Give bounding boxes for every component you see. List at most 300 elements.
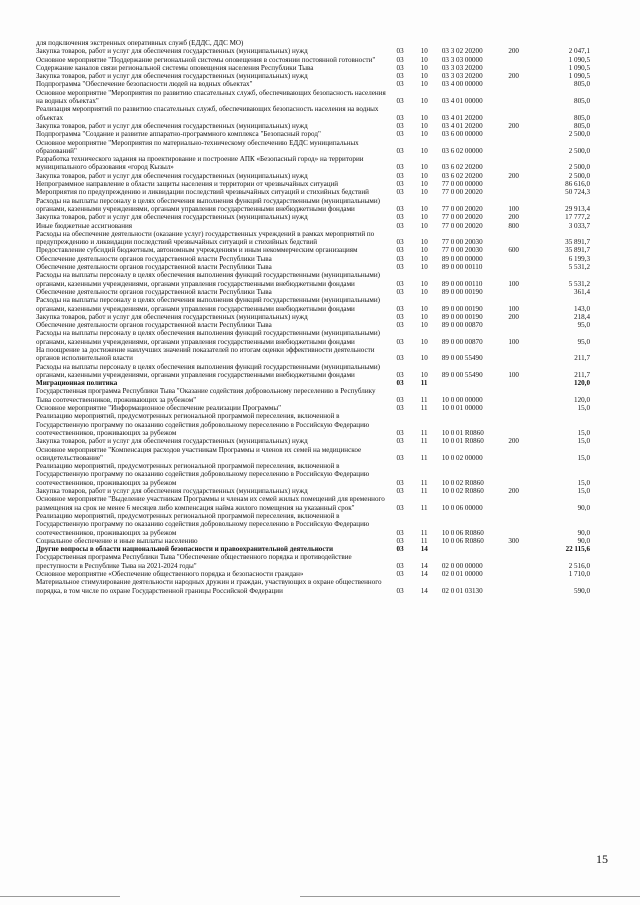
cell-rz: 03 — [396, 570, 404, 578]
cell-sum: 2 500,0 — [568, 171, 590, 180]
cell-sum: 361,4 — [574, 287, 590, 296]
table-row — [36, 197, 602, 214]
cell-cs: 03 6 02 20200 — [441, 171, 483, 180]
cell-cs: 89 0 00 00000 — [441, 254, 483, 263]
cell-pr: 10 — [420, 279, 428, 288]
cell-rz: 03 — [396, 171, 404, 180]
cell-vr — [508, 105, 538, 122]
cell-cs: 77 0 00 20030 — [441, 238, 483, 247]
cell-sum: 15,0 — [577, 404, 590, 413]
cell-cs: 03 4 01 20200 — [441, 121, 483, 130]
cell-pr: 10 — [420, 163, 428, 172]
cell-sum: 95,0 — [577, 337, 590, 346]
cell-pr: 10 — [420, 354, 428, 363]
cell-cs: 77 0 00 20020 — [441, 188, 483, 197]
cell-name: Расходы на выплаты персоналу в целях обеспечения выполнения функций государственными (муниципальными) органами, казенными учреждениями, органами управления государственными внебюджетными фондами — [36, 362, 381, 379]
cell-name: Закупка товаров, работ и услуг для обеспечения государственных (муниципальных) нужд — [36, 171, 308, 180]
cell-pr: 10 — [420, 171, 428, 180]
cell-name: Закупка товаров, работ и услуг для обеспечения государственных (муниципальных) нужд — [36, 213, 308, 222]
table-row — [36, 363, 602, 380]
cell-sum: 1 710,0 — [568, 570, 590, 578]
cell-name: Реализацию мероприятий, предусмотренных региональной программой переселения, включенной в Государственную программу по оказанию содействия добровольному переселению в Российскую Федерацию соотечественников, проживающих за рубежом — [36, 511, 370, 537]
cell-rz: 03 — [396, 63, 404, 72]
cell-cs: 10 0 02 00000 — [441, 453, 483, 462]
cell-rz: 03 — [396, 80, 404, 89]
table-row — [36, 379, 602, 387]
cell-vr — [508, 39, 538, 47]
cell-vr: 200 — [508, 171, 519, 180]
cell-sum: 29 913,4 — [565, 204, 590, 213]
table-row — [36, 404, 602, 412]
cell-pr: 10 — [420, 55, 428, 64]
cell-pr: 10 — [420, 370, 428, 379]
table-row — [36, 437, 602, 445]
cell-name: Основное мероприятие «Обеспечение общественного порядка и безопасности граждан» — [36, 570, 304, 578]
cell-cs: 03 4 01 20200 — [441, 113, 483, 122]
cell-pr: 11 — [420, 379, 428, 388]
cell-vr — [508, 379, 538, 387]
cell-sum: 90,0 — [577, 536, 590, 545]
cell-cs: 10 0 01 R0860 — [441, 428, 484, 437]
cell-name: для подключения экстренных оперативных служб (ЕДДС, ДДС МО) — [36, 39, 244, 47]
cell-pr: 10 — [420, 221, 428, 230]
cell-pr: 10 — [420, 188, 428, 197]
cell-cs: 10 0 01 R0860 — [441, 437, 484, 446]
cell-rz — [393, 39, 421, 47]
footer-divider — [0, 896, 120, 897]
cell-vr: 100 — [508, 279, 519, 288]
table-row — [36, 188, 602, 196]
cell-rz: 03 — [396, 188, 404, 197]
cell-sum: 805,0 — [574, 113, 590, 122]
cell-rz: 03 — [396, 536, 404, 545]
cell-pr: 10 — [420, 263, 428, 272]
cell-cs: 03 4 01 00000 — [441, 97, 483, 106]
table-row — [36, 64, 602, 72]
cell-rz: 03 — [396, 321, 404, 330]
table-row — [36, 155, 602, 172]
footer-divider — [300, 896, 640, 897]
cell-pr: 10 — [420, 321, 428, 330]
cell-cs: 77 0 00 20020 — [441, 204, 483, 213]
cell-cs: 03 6 02 20200 — [441, 163, 483, 172]
table-row — [36, 446, 602, 463]
table-row — [36, 56, 602, 64]
cell-pr: 10 — [420, 238, 428, 247]
cell-name: Материальное стимулирование деятельности народных дружин и граждан, участвующих в охране общественного порядка, в том числе по охране Государственной границы Российской Федерации — [36, 578, 382, 595]
cell-rz: 03 — [396, 370, 404, 379]
cell-rz: 03 — [396, 97, 404, 106]
cell-pr: 10 — [420, 121, 428, 130]
cell-rz: 03 — [396, 312, 404, 321]
cell-vr: 100 — [508, 370, 519, 379]
table-row — [36, 105, 602, 122]
cell-name: Закупка товаров, работ и услуг для обеспечения государственных (муниципальных) нужд — [36, 312, 308, 321]
cell-sum: 17 777,2 — [565, 213, 590, 222]
table-row — [36, 313, 602, 321]
cell-sum: 211,7 — [574, 354, 590, 363]
cell-sum: 211,7 — [574, 370, 590, 379]
cell-cs: 89 0 00 00110 — [441, 279, 483, 288]
cell-cs: 10 0 02 R0860 — [441, 478, 484, 487]
cell-vr — [508, 495, 538, 512]
cell-rz: 03 — [396, 47, 404, 56]
cell-pr: 10 — [420, 254, 428, 263]
cell-vr: 200 — [508, 487, 519, 496]
cell-cs: 02 0 01 00000 — [441, 570, 483, 578]
cell-cs: 03 6 02 00000 — [441, 146, 483, 155]
cell-name: Мероприятия по предупреждению и ликвидации последствий чрезвычайных ситуаций и стихийных бедствий — [36, 188, 369, 197]
cell-cs: 10 0 00 00000 — [441, 395, 483, 404]
table-row — [36, 222, 602, 230]
table-row — [36, 180, 602, 188]
cell-pr: 10 — [420, 113, 428, 122]
cell-pr: 11 — [420, 437, 428, 446]
cell-sum: 2 516,0 — [568, 561, 590, 570]
cell-name: Предоставление субсидий бюджетным, автономным учреждениям и иным некоммерческим организациям — [36, 246, 358, 255]
cell-rz: 03 — [396, 304, 404, 313]
cell-sum: 90,0 — [577, 503, 590, 512]
cell-vr: 100 — [508, 337, 519, 346]
cell-sum: 35 891,7 — [565, 238, 590, 247]
cell-vr: 800 — [508, 221, 519, 230]
cell-cs: 77 0 00 20030 — [441, 246, 483, 255]
cell-name: Государственная программа Республики Тыва "Оказание содействия добровольному переселению в Республику Тыва соотечественников, проживающих за рубежом" — [36, 387, 376, 404]
cell-sum: 1 090,5 — [568, 63, 590, 72]
cell-name: Разработка технического задания на проектирование и построение АПК «Безопасный город» на территории муниципального образования «город Кызыл» — [36, 155, 364, 172]
cell-cs: 03 3 03 00000 — [441, 55, 483, 64]
table-row — [36, 495, 602, 512]
cell-rz: 03 — [396, 246, 404, 255]
cell-rz: 03 — [396, 55, 404, 64]
cell-rz: 03 — [396, 254, 404, 263]
cell-rz: 03 — [396, 545, 404, 554]
cell-vr: 200 — [508, 213, 519, 222]
cell-vr — [508, 64, 538, 72]
budget-table — [36, 39, 602, 595]
cell-name: Расходы на обеспечение деятельности (оказание услуг) государственных учреждений в рамках мероприятий по предупреждению и ликвидации последствий чрезвычайных ситуаций и стихийных бедствий — [36, 229, 375, 247]
cell-pr: 11 — [420, 404, 428, 413]
cell-vr — [508, 545, 538, 553]
cell-sum: 6 199,3 — [568, 254, 590, 263]
cell-vr: 200 — [508, 47, 519, 56]
cell-vr: 600 — [508, 246, 519, 255]
cell-name: Основное мероприятие "Компенсация расходов участникам Программы и членов их семей на медицинское освидетельствование" — [36, 445, 362, 462]
cell-rz: 03 — [396, 487, 404, 496]
cell-sum: 1 090,5 — [568, 55, 590, 64]
cell-pr: 11 — [420, 528, 428, 537]
cell-sum: 15,0 — [577, 437, 590, 446]
cell-vr — [508, 288, 538, 296]
cell-pr: 14 — [420, 570, 428, 578]
cell-pr: 10 — [420, 204, 428, 213]
cell-pr: 10 — [420, 287, 428, 296]
cell-rz: 03 — [396, 395, 404, 404]
table-row — [36, 412, 602, 437]
cell-sum: 2 500,0 — [568, 146, 590, 155]
cell-pr: 11 — [420, 487, 428, 496]
cell-pr: 10 — [420, 213, 428, 222]
cell-name: Расходы на выплаты персоналу в целях обеспечения выполнения функций государственными (муниципальными) органами, казенными учреждениями, органами управления государственными внебюджетными фондами — [36, 196, 381, 213]
table-row — [36, 462, 602, 487]
table-row — [36, 487, 602, 495]
cell-vr — [508, 321, 538, 329]
page-number: 15 — [596, 852, 608, 866]
cell-sum: 5 531,2 — [568, 263, 590, 272]
cell-pr: 10 — [420, 312, 428, 321]
cell-rz: 03 — [396, 428, 404, 437]
cell-sum: 805,0 — [574, 80, 590, 89]
cell-rz: 03 — [396, 121, 404, 130]
cell-vr — [508, 230, 538, 247]
cell-sum: 22 115,6 — [565, 545, 590, 554]
cell-cs — [442, 545, 508, 553]
cell-pr: 14 — [420, 561, 428, 570]
cell-vr — [508, 462, 538, 487]
cell-name: Иные бюджетные ассигнования — [36, 221, 133, 230]
table-row — [36, 246, 602, 254]
cell-sum: 1 090,5 — [568, 72, 590, 81]
table-row — [36, 139, 602, 156]
cell-vr: 200 — [508, 72, 519, 81]
cell-name: Основное мероприятие "Поддержание региональной системы оповещения в состоянии постоянной готовности" — [36, 55, 376, 64]
cell-pr: 10 — [420, 246, 428, 255]
cell-rz: 03 — [396, 453, 404, 462]
table-row — [36, 172, 602, 180]
cell-name: Основное мероприятие "Мероприятия по материально-техническому обеспечению ЕДДС муниципальных образований" — [36, 138, 359, 155]
budget-table-body — [36, 39, 602, 595]
table-row — [36, 122, 602, 130]
cell-rz: 03 — [396, 146, 404, 155]
cell-vr — [508, 188, 538, 196]
cell-pr: 10 — [420, 63, 428, 72]
cell-name: Государственная программа Республики Тыва "Обеспечение общественного порядка и противодействие преступности в Республике Тыва на 2021-2024 годы" — [36, 553, 352, 570]
cell-rz: 03 — [396, 287, 404, 296]
cell-pr: 10 — [420, 304, 428, 313]
cell-vr — [508, 139, 538, 156]
cell-vr — [508, 578, 538, 595]
cell-rz: 03 — [396, 213, 404, 222]
table-row — [36, 296, 602, 313]
cell-sum: 15,0 — [577, 453, 590, 462]
cell-pr: 10 — [420, 97, 428, 106]
cell-pr: 10 — [420, 130, 428, 139]
cell-rz: 03 — [396, 113, 404, 122]
cell-sum: 2 047,1 — [568, 47, 590, 56]
table-row — [36, 578, 602, 595]
cell-name: На поощрение за достижение наилучших значений показателей по итогам оценки эффективности деятельности органов исполнительной власти — [36, 345, 375, 363]
cell-cs: 89 0 00 00190 — [441, 287, 483, 296]
cell-name: Обеспечение деятельности органов государственной власти Республики Тыва — [36, 254, 272, 263]
cell-cs: 10 0 01 00000 — [441, 404, 483, 413]
cell-vr — [508, 512, 538, 537]
cell-cs: 89 0 00 00190 — [441, 312, 483, 321]
cell-name: Непрограммное направление в области защиты населения и территории от чрезвычайных ситуаций — [36, 180, 339, 189]
cell-sum: 120,0 — [574, 395, 590, 404]
table-row — [36, 512, 602, 537]
cell-vr: 100 — [508, 204, 519, 213]
cell-cs: 89 0 00 00870 — [441, 321, 483, 330]
cell-rz: 03 — [396, 238, 404, 247]
cell-pr: 14 — [420, 545, 428, 554]
cell-vr: 200 — [508, 312, 519, 321]
cell-cs: 10 0 02 R0860 — [441, 487, 484, 496]
cell-vr: 300 — [508, 536, 519, 545]
cell-cs: 77 0 00 20020 — [441, 221, 483, 230]
table-row — [36, 321, 602, 329]
table-row — [36, 537, 602, 545]
cell-pr: 11 — [420, 503, 428, 512]
cell-vr — [508, 346, 538, 363]
table-row — [36, 271, 602, 288]
table-row — [36, 553, 602, 570]
cell-sum: 86 616,0 — [565, 180, 590, 189]
cell-vr — [508, 412, 538, 437]
cell-sum: 35 891,7 — [565, 246, 590, 255]
cell-cs: 10 0 06 00000 — [441, 503, 483, 512]
cell-name: Обеспечение деятельности органов государственной власти Республики Тыва — [36, 287, 272, 296]
cell-vr — [508, 180, 538, 188]
cell-sum: 218,4 — [574, 312, 590, 321]
cell-sum: 3 033,7 — [568, 221, 590, 230]
cell-pr: 11 — [420, 478, 428, 487]
table-row — [36, 230, 602, 247]
cell-rz: 03 — [396, 528, 404, 537]
cell-sum: 15,0 — [577, 478, 590, 487]
cell-name: Реализацию мероприятий, предусмотренных региональной программой переселения, включенной в Государственную программу по оказанию содействия добровольному переселению в Российскую Федерацию соотечественников, проживающих за рубежом — [36, 462, 370, 487]
cell-sum — [539, 39, 602, 47]
cell-rz: 03 — [396, 279, 404, 288]
cell-cs: 77 0 00 20020 — [441, 213, 483, 222]
cell-cs: 10 0 06 R0860 — [441, 528, 484, 537]
cell-sum: 120,0 — [574, 379, 590, 388]
cell-cs: 03 3 02 20200 — [441, 47, 483, 56]
cell-name: Обеспечение деятельности органов государственной власти Республики Тыва — [36, 321, 272, 330]
cell-name: Расходы на выплаты персоналу в целях обеспечения выполнения функций государственными (муниципальными) органами, казенными учреждениями, органами управления государственными внебюджетными фондами — [36, 329, 381, 346]
cell-sum: 15,0 — [577, 487, 590, 496]
cell-name: Реализацию мероприятий, предусмотренных региональной программой переселения, включенной в Государственную программу по оказанию содействия добровольному переселению в Российскую Федерацию соотечественников, проживающих за рубежом — [36, 412, 370, 437]
cell-vr — [508, 446, 538, 463]
cell-cs: 89 0 00 00190 — [441, 304, 483, 313]
cell-name: Закупка товаров, работ и услуг для обеспечения государственных (муниципальных) нужд — [36, 121, 308, 130]
cell-cs: 03 4 00 00000 — [441, 80, 483, 89]
cell-vr — [508, 80, 538, 88]
table-row — [36, 130, 602, 138]
cell-cs — [442, 379, 508, 387]
cell-name: Расходы на выплаты персоналу в целях обеспечения выполнения функций государственными (муниципальными) органами, казенными учреждениями, органами управления государственными внебюджетными фондами — [36, 271, 381, 288]
cell-pr: 11 — [420, 536, 428, 545]
table-row — [36, 80, 602, 88]
cell-vr: 100 — [508, 304, 519, 313]
cell-sum: 2 500,0 — [568, 163, 590, 172]
cell-pr: 10 — [420, 337, 428, 346]
cell-name: Закупка товаров, работ и услуг для обеспечения государственных (муниципальных) нужд — [36, 47, 308, 56]
cell-cs — [442, 39, 508, 47]
cell-name: Основное мероприятие "Выделение участникам Программы и членам их семей жилых помещений для временного размещения на срок не менее 6 месяцев либо компенсация найма жилого помещения на указанный срок" — [36, 495, 385, 512]
cell-sum: 805,0 — [574, 121, 590, 130]
cell-pr: 14 — [420, 586, 428, 595]
table-row — [36, 39, 602, 47]
cell-pr — [421, 39, 442, 47]
table-row — [36, 263, 602, 271]
table-row — [36, 213, 602, 221]
cell-vr: 200 — [508, 121, 519, 130]
cell-rz: 03 — [396, 221, 404, 230]
cell-cs: 03 6 00 00000 — [441, 130, 483, 139]
table-row — [36, 47, 602, 55]
cell-name: Социальное обеспечение и иные выплаты населению — [36, 536, 198, 545]
cell-name: Основное мероприятие "Информационное обеспечение реализации Программы" — [36, 404, 281, 413]
cell-rz: 03 — [396, 204, 404, 213]
cell-rz: 03 — [396, 72, 404, 81]
cell-name: Закупка товаров, работ и услуг для обеспечения государственных (муниципальных) нужд — [36, 437, 308, 446]
cell-name: Другие вопросы в области национальной безопасности и правоохранительной деятельности — [36, 545, 334, 554]
cell-rz: 03 — [396, 503, 404, 512]
cell-sum: 95,0 — [577, 321, 590, 330]
cell-rz: 03 — [396, 561, 404, 570]
cell-cs: 89 0 00 55490 — [441, 370, 483, 379]
table-row — [36, 346, 602, 363]
table-row — [36, 255, 602, 263]
cell-name: Обеспечение деятельности органов государственной власти Республики Тыва — [36, 263, 272, 272]
cell-rz: 03 — [396, 379, 404, 388]
cell-rz: 03 — [396, 130, 404, 139]
cell-cs: 89 0 00 00870 — [441, 337, 483, 346]
cell-name: Подпрограмма "Обеспечение безопасности людей на водных объектах" — [36, 80, 253, 89]
cell-cs: 10 0 06 R0860 — [441, 536, 484, 545]
cell-vr — [508, 155, 538, 172]
cell-cs: 02 0 00 00000 — [441, 561, 483, 570]
cell-sum: 5 531,2 — [568, 279, 590, 288]
cell-pr: 11 — [420, 428, 428, 437]
cell-vr — [508, 404, 538, 412]
cell-vr — [508, 553, 538, 570]
cell-name: Закупка товаров, работ и услуг для обеспечения государственных (муниципальных) нужд — [36, 72, 308, 81]
cell-sum: 143,0 — [574, 304, 590, 313]
cell-vr — [508, 263, 538, 271]
table-row — [36, 329, 602, 346]
cell-rz: 03 — [396, 180, 404, 189]
cell-cs: 89 0 00 55490 — [441, 354, 483, 363]
cell-sum: 590,0 — [574, 586, 590, 595]
cell-cs: 89 0 00 00110 — [441, 263, 483, 272]
cell-name: Подпрограмма "Создание и развитие аппаратно-программного комплекса "Безопасный город" — [36, 130, 321, 139]
table-row — [36, 288, 602, 296]
cell-rz: 03 — [396, 404, 404, 413]
table-row — [36, 72, 602, 80]
cell-pr: 11 — [420, 453, 428, 462]
cell-vr — [508, 387, 538, 404]
cell-name: Миграционная политика — [36, 379, 118, 388]
cell-sum: 90,0 — [577, 528, 590, 537]
cell-name: Основное мероприятие "Мероприятия по развитию спасательных служб, обеспечивающих безопасность населения на водных объектах" — [36, 88, 386, 106]
cell-pr: 10 — [420, 180, 428, 189]
table-row — [36, 387, 602, 404]
table-row — [36, 89, 602, 106]
cell-cs: 02 0 01 03130 — [441, 586, 483, 595]
table-row — [36, 545, 602, 553]
cell-pr: 10 — [420, 47, 428, 56]
cell-name: Реализация мероприятий по развитию спасательных служб, обеспечивающих безопасность населения на водных объектах — [36, 105, 379, 122]
cell-rz: 03 — [396, 354, 404, 363]
cell-vr — [508, 570, 538, 578]
cell-rz: 03 — [396, 437, 404, 446]
cell-pr: 11 — [420, 395, 428, 404]
cell-pr: 10 — [420, 146, 428, 155]
cell-rz: 03 — [396, 163, 404, 172]
cell-pr: 10 — [420, 72, 428, 81]
cell-sum: 805,0 — [574, 97, 590, 106]
